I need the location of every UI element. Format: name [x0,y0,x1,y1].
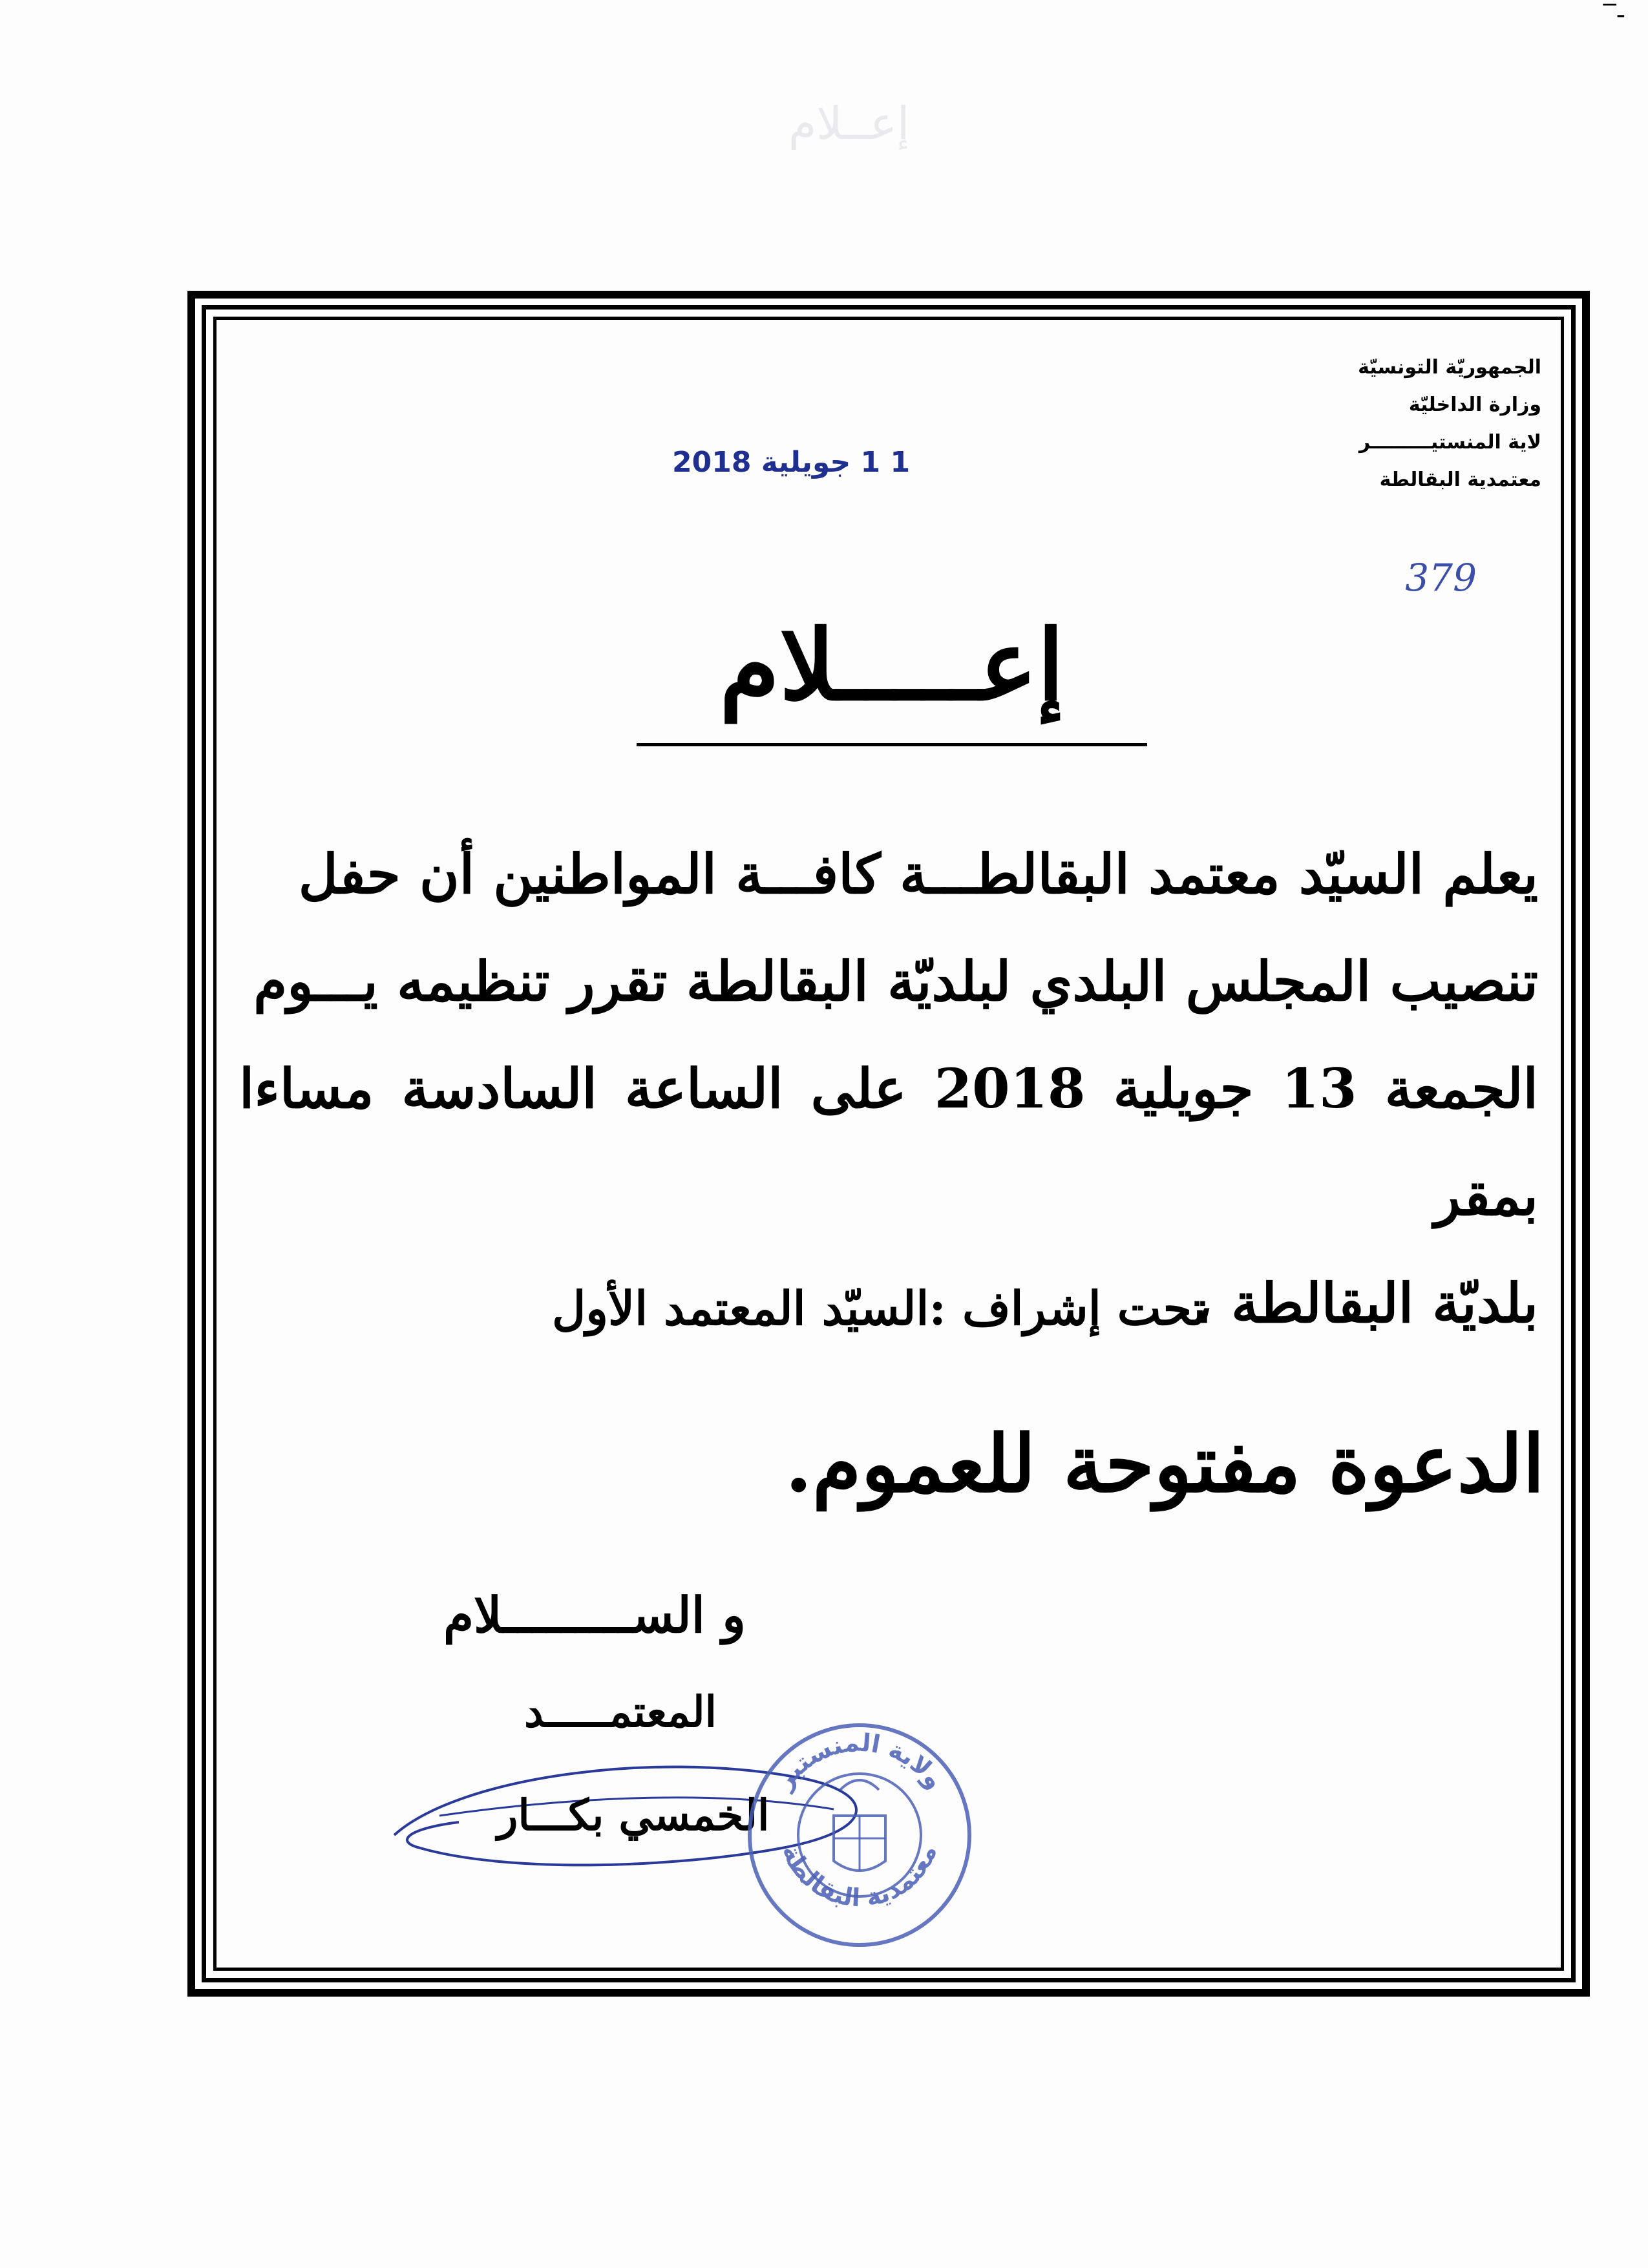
letterhead-delegation: معتمدية البقالطة [1379,468,1541,491]
letterhead-republic: الجمهوريّة التونسيّة [1358,356,1541,379]
reference-number: 379 [1405,556,1477,600]
body-line: يعلم السيّد معتمد البقالطـــة كافـــة المواطنين أن حفل [298,842,1538,906]
supervision-line: تحت إشراف :السيّد المعتمد الأول [551,1281,1207,1336]
date-stamp: 1 1 جويلية 2018 [672,446,911,479]
letterhead-governorate: لاية المنستيـــــــــر [1358,431,1541,454]
svg-text:ولاية المنستير [769,1728,949,1795]
body-line: تنصيب المجلس البلدي لبلديّة البقالطة تقرر تنظيمه يـــوم [253,949,1538,1013]
title-underline [637,743,1147,746]
corner-mark: ‾- [1603,0,1625,30]
signatory-name: الخمسي بكـــار [497,1790,770,1840]
body-line: بلديّة البقالطة ، [1194,1271,1538,1335]
bleed-through-decoration: إعــلام [788,97,910,150]
invitation-line: الدعوة مفتوحة للعموم. [785,1417,1545,1510]
letterhead-ministry: وزارة الداخليّة [1408,394,1541,416]
letterhead [1089,349,1541,499]
official-seal [743,1719,976,1951]
body-line: الجمعة 13 جويلية 2018 على الساعة السادسة مساءا بمقر [239,1056,1538,1228]
seal-text-bottom: معتمدية البقالطة [776,1840,943,1913]
closing-greeting: و الســـــــــلام [443,1586,746,1644]
signatory-title: المعتمـــــد [524,1686,717,1737]
page-title: إعـــــلام [719,609,1064,722]
seal-text-top: ولاية المنستير [770,1728,949,1794]
